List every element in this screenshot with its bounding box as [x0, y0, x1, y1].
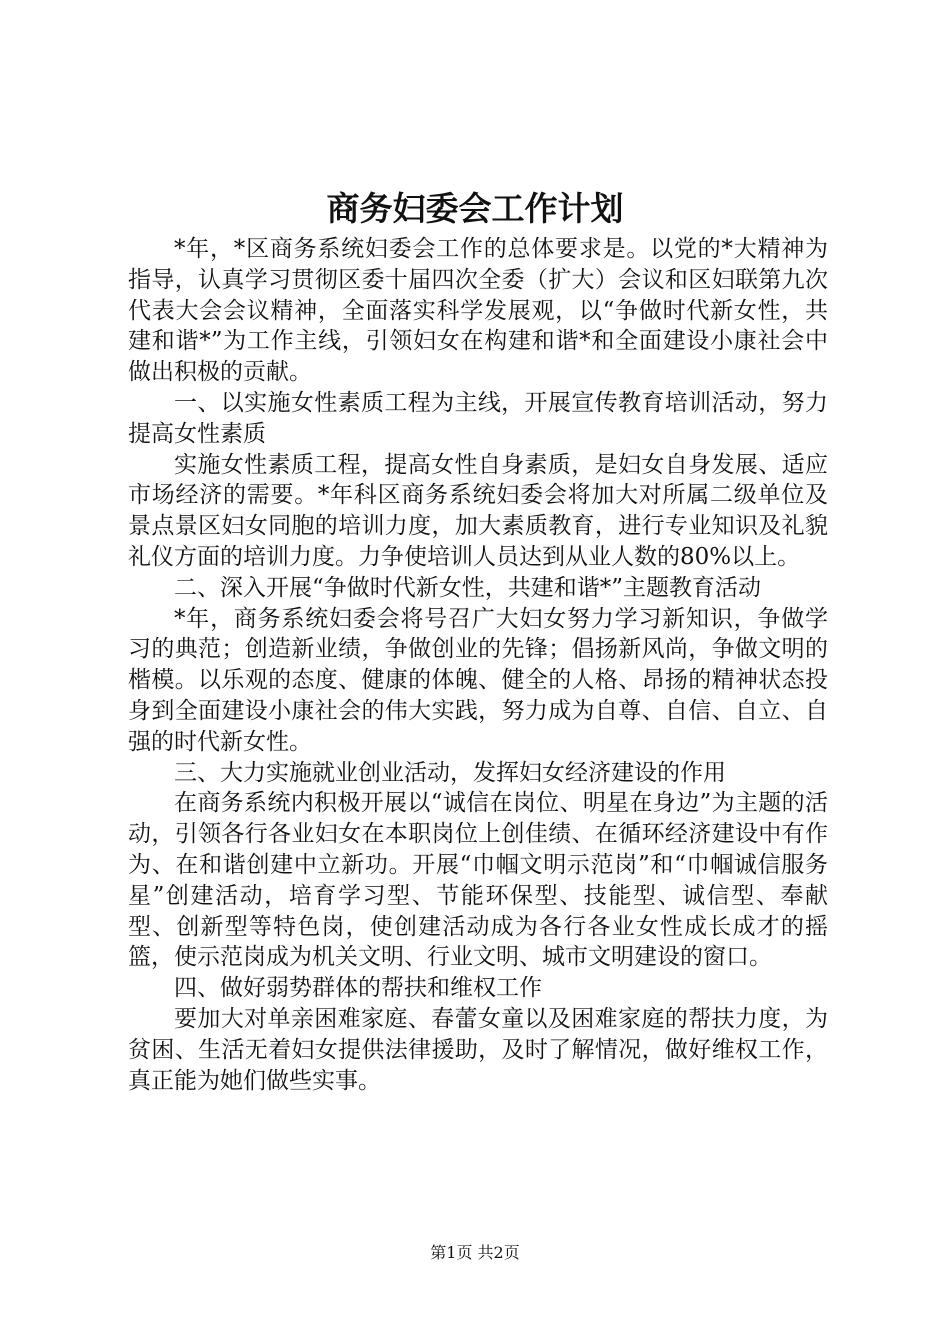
- document-body: [128, 234, 828, 1096]
- page-footer: 第1页 共2页: [430, 1243, 520, 1262]
- section-heading-2: 二、深入开展“争做时代新女性，共建和谐*”主题教育活动: [174, 574, 762, 601]
- section-2-paragraph: *年，商务系统妇委会将号召广大妇女努力学习新知识，争做学习的典范；创造新业绩，争做创业的先锋；倡扬新风尚，争做文明的楷模。以乐观的态度、健康的体魄、健全的人格、昂扬的精神状态投身到全面建设小康社会的伟大实践，努力成为自尊、自信、自立、自强的时代新女性。: [128, 605, 828, 755]
- section-1-paragraph: 实施女性素质工程，提高女性自身素质，是妇女自身发展、适应市场经济的需要。*年科区商务系统妇委会将加大对所属二级单位及景点景区妇女同胞的培训力度，加大素质教育，进行专业知识及礼貌礼仪方面的培训力度。力争使培训人员达到从业人数的80%以上。: [128, 451, 828, 570]
- section-heading-4: 四、做好弱势群体的帮扶和维权工作: [174, 975, 542, 1002]
- section-heading-1: 一、以实施女性素质工程为主线，开展宣传教育培训活动，努力提高女性素质: [128, 389, 828, 447]
- section-heading-3: 三、大力实施就业创业活动，发挥妇女经济建设的作用: [174, 759, 726, 786]
- document-title: 商务妇委会工作计划: [326, 189, 624, 228]
- intro-paragraph: *年，*区商务系统妇委会工作的总体要求是。以党的*大精神为指导，认真学习贯彻区委十届四次全委（扩大）会议和区妇联第九次代表大会会议精神，全面落实科学发展观，以“争做时代新女性，共建和谐*”为工作主线，引领妇女在构建和谐*和全面建设小康社会中做出积极的贡献。: [128, 236, 828, 386]
- section-4-paragraph: 要加大对单亲困难家庭、春蕾女童以及困难家庭的帮扶力度，为贫困、生活无着妇女提供法律援助，及时了解情况，做好维权工作，真正能为她们做些实事。: [128, 1005, 828, 1094]
- section-3-paragraph: 在商务系统内积极开展以“诚信在岗位、明星在身边”为主题的活动，引领各行各业妇女在本职岗位上创佳绩、在循环经济建设中有作为、在和谐创建中立新功。开展“巾帼文明示范岗”和“巾帼诚信服务星”创建活动，培育学习型、节能环保型、技能型、诚信型、奉献型、创新型等特色岗，使创建活动成为各行各业女性成长成才的摇篮，使示范岗成为机关文明、行业文明、城市文明建设的窗口。: [128, 790, 828, 971]
